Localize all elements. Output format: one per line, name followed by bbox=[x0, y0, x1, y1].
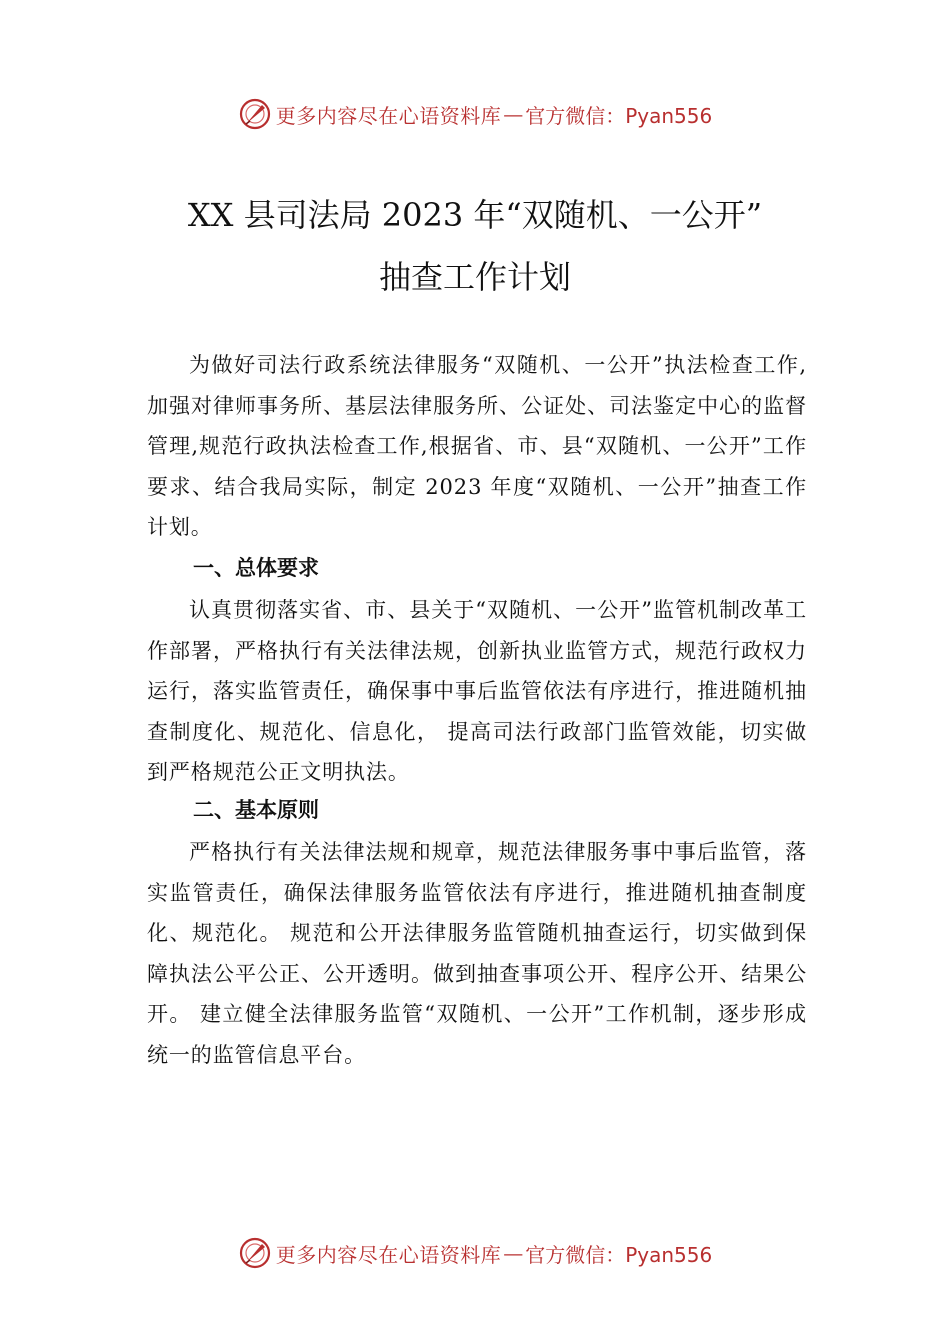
quill-logo-icon bbox=[238, 97, 272, 131]
section-body-general-requirements: 认真贯彻落实省、市、县关于“双随机、一公开”监管机制改革工作部署，严格执行有关法律法规，创新执业监管方式，规范行政权力运行，落实监管责任，确保事中事后监管依法有序进行，推进随机抽查制度化、规范化、信息化， 提高司法行政部门监管效能，切实做到严格规范公正文明执法。 bbox=[147, 598, 807, 784]
watermark-text: 更多内容尽在心语资料库 bbox=[275, 103, 502, 128]
document-title-line1: XX 县司法局 2023 年“双随机、一公开” bbox=[187, 196, 763, 234]
watermark-contact: 官方微信：Pyan556 bbox=[525, 103, 713, 128]
quill-logo-icon bbox=[238, 1236, 272, 1270]
watermark-text: 更多内容尽在心语资料库 bbox=[275, 1242, 502, 1267]
section-heading-general-requirements: 一、总体要求 bbox=[193, 556, 319, 580]
footer-watermark bbox=[0, 1233, 950, 1273]
watermark-separator: — bbox=[503, 102, 524, 126]
intro-paragraph: 为做好司法行政系统法律服务“双随机、一公开”执法检查工作,加强对律师事务所、基层法律服务所、公证处、司法鉴定中心的监督管理,规范行政执法检查工作,根据省、市、县“双随机、一公开”工作要求、结合我局实际，制定 2023 年度“双随机、一公开”抽查工作计划。 bbox=[147, 353, 807, 539]
header-watermark bbox=[0, 94, 950, 134]
watermark-separator: — bbox=[503, 1241, 524, 1265]
section-heading-basic-principles: 二、基本原则 bbox=[193, 798, 319, 822]
watermark-contact: 官方微信：Pyan556 bbox=[525, 1242, 713, 1267]
section-body-basic-principles: 严格执行有关法律法规和规章，规范法律服务事中事后监管，落实监管责任，确保法律服务监管依法有序进行，推进随机抽查制度化、规范化。 规范和公开法律服务监管随机抽查运行，切实做到保障执法公平公正、公开透明。做到抽查事项公开、程序公开、结果公开。 建立健全法律服务监管“双随机、一公开”工作机制，逐步形成统一的监管信息平台。 bbox=[147, 840, 807, 1067]
document-title-line2: 抽查工作计划 bbox=[378, 258, 571, 296]
